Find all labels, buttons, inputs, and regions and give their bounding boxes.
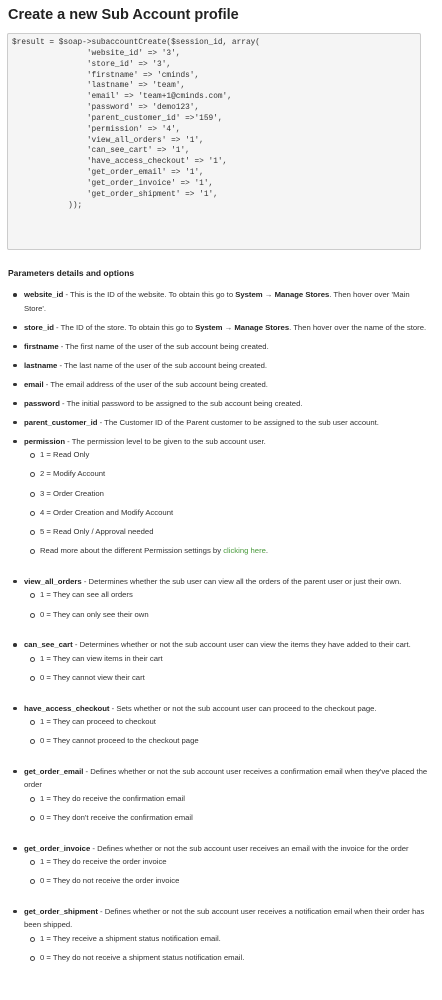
param-desc: - The ID of the store. To obtain this go to (53, 322, 196, 332)
param-name: store_id (24, 322, 54, 332)
param-name: password (24, 398, 60, 408)
param-have-access-checkout (8, 702, 432, 748)
option-item: 1 = They can see all orders (24, 588, 432, 602)
read-more-text: Read more about the different Permission settings by (40, 546, 224, 556)
page-title: Create a new Sub Account profile (8, 7, 239, 23)
menu-path-manage-stores: Manage Stores (274, 290, 330, 299)
option-item: 1 = They receive a shipment status notification email. (24, 932, 432, 946)
param-get-order-invoice (8, 842, 432, 888)
option-list (24, 652, 432, 685)
option-list (24, 448, 432, 558)
arrow-icon: → (222, 322, 235, 332)
arrow-icon: → (262, 290, 275, 299)
option-list (24, 855, 432, 888)
param-firstname (8, 340, 432, 354)
option-item: 0 = They do not receive a shipment status notification email. (24, 951, 432, 965)
params-heading: Parameters details and options (8, 268, 135, 278)
option-item: 0 = They cannot view their cart (24, 671, 432, 685)
param-name: get_order_invoice (24, 843, 91, 853)
option-item: 0 = They don't receive the confirmation email (24, 811, 432, 825)
param-desc: - The initial password to be assigned to the sub account being created. (59, 398, 303, 408)
option-item: 0 = They do not receive the order invoice (24, 874, 432, 888)
option-list (24, 792, 432, 825)
option-item: 1 = They can view items in their cart (24, 652, 432, 666)
param-desc: - The email address of the user of the sub account being created. (43, 379, 268, 389)
option-item-read-more (24, 544, 432, 558)
param-name: lastname (24, 360, 58, 370)
param-desc: - Defines whether or not the sub account user receives a confirmation email when they've placed the order (24, 766, 428, 790)
param-name: email (24, 379, 44, 389)
param-name: view_all_orders (24, 576, 82, 586)
read-more-end: . (265, 546, 269, 556)
param-get-order-shipment (8, 905, 432, 965)
param-desc-end: . Then hover over the name of the store. (289, 322, 427, 332)
param-desc: - The last name of the user of the sub account being created. (57, 360, 268, 370)
clicking-here-link[interactable]: clicking here (223, 546, 266, 556)
param-desc: - The permission level to be given to the sub account user. (65, 436, 266, 446)
param-can-see-cart (8, 638, 432, 684)
param-desc: - Defines whether or not the sub account user receives a notification email when their order has been shipped. (24, 906, 425, 930)
option-list (24, 932, 432, 965)
param-name: have_access_checkout (24, 703, 110, 713)
param-lastname (8, 359, 432, 373)
param-desc: - Defines whether or not the sub account user receives an email with the invoice for the order (90, 843, 409, 853)
params-list (8, 288, 432, 971)
option-item: 2 = Modify Account (24, 467, 432, 481)
code-block[interactable]: $result = $soap->subaccountCreate($session_id, array( 'website_id' => '3', 'store_id' => '3', 'firstname' => 'cminds', 'lastname' => 'team', 'email' => 'team+1@cminds.com', 'password' => 'demo123', 'parent_customer_id' =>'159', 'permission' => '4', 'view_all_orders' => '1', 'can_see_cart' => '1', 'have_access_checkout' => '1', 'get_order_email' => '1', 'get_order_invoice' => '1', 'get_order_shipment' => '1', )); (7, 33, 421, 250)
param-desc: - The Customer ID of the Parent customer to be assigned to the sub user account. (97, 417, 379, 427)
menu-path-system: System (195, 322, 223, 332)
menu-path-system: System (235, 290, 263, 299)
param-name: parent_customer_id (24, 417, 98, 427)
option-item: 1 = They can proceed to checkout (24, 715, 432, 729)
option-item: 1 = They do receive the confirmation email (24, 792, 432, 806)
param-desc: - This is the ID of the website. To obtain this go to (63, 290, 236, 299)
option-item: 3 = Order Creation (24, 487, 432, 501)
param-desc: - The first name of the user of the sub account being created. (58, 341, 269, 351)
option-item: 1 = They do receive the order invoice (24, 855, 432, 869)
param-name: firstname (24, 341, 59, 351)
menu-path-manage-stores: Manage Stores (234, 322, 290, 332)
param-permission (8, 435, 432, 558)
option-list (24, 715, 432, 748)
param-parent-customer-id (8, 416, 432, 430)
param-desc-end: . Then hover over 'Main Store'. (24, 290, 410, 313)
option-item: 4 = Order Creation and Modify Account (24, 506, 432, 520)
option-list (24, 588, 432, 621)
param-desc: - Determines whether the sub user can view all the orders of the parent user or just their own. (81, 576, 402, 586)
param-view-all-orders (8, 575, 432, 621)
option-item: 0 = They cannot proceed to the checkout page (24, 734, 432, 748)
param-store-id (8, 321, 432, 335)
param-website-id (8, 288, 432, 315)
param-name: can_see_cart (24, 640, 73, 650)
param-password (8, 397, 432, 411)
option-item: 1 = Read Only (24, 448, 432, 462)
param-name: get_order_shipment (24, 906, 98, 916)
option-item: 5 = Read Only / Approval needed (24, 525, 432, 539)
param-desc: - Determines whether or not the sub account user can view the items they have added to their cart. (72, 640, 411, 650)
param-desc: - Sets whether or not the sub account user can proceed to the checkout page. (109, 703, 377, 713)
option-item: 0 = They can only see their own (24, 608, 432, 622)
param-name: website_id (24, 290, 64, 299)
param-name: get_order_email (24, 766, 84, 776)
param-get-order-email (8, 765, 432, 825)
param-name: permission (24, 436, 66, 446)
param-email (8, 378, 432, 392)
